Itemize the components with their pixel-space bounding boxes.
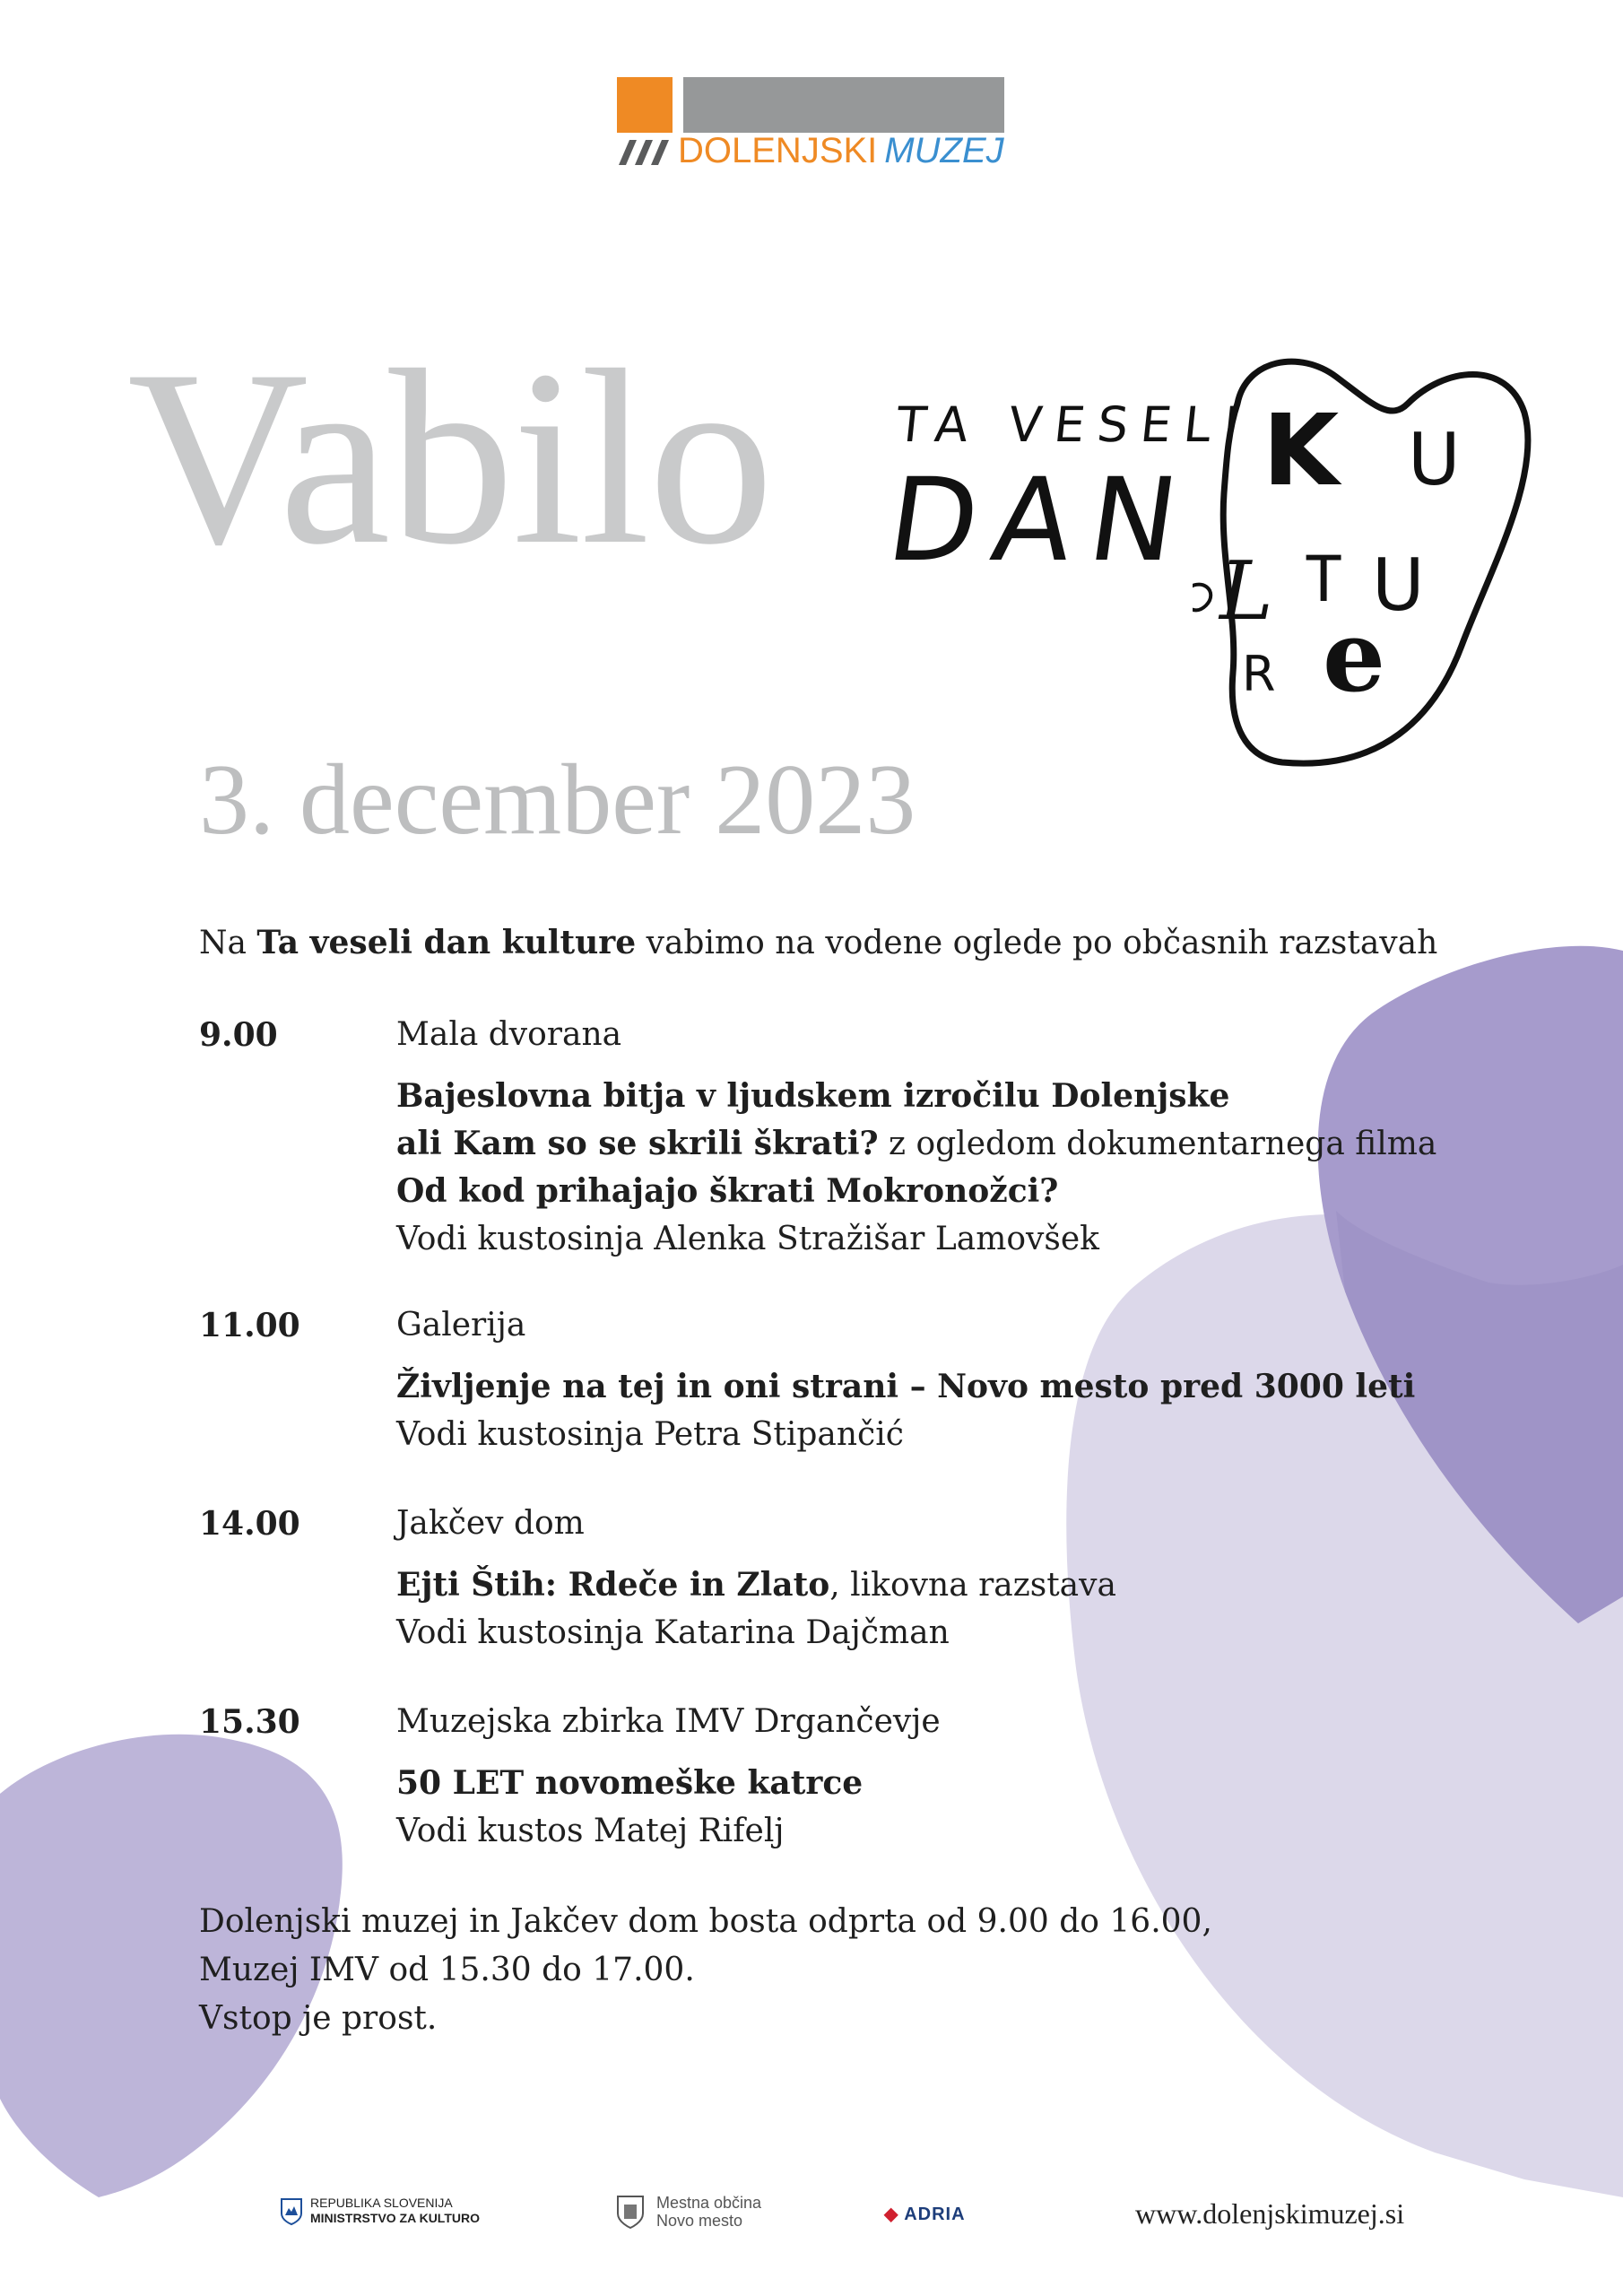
logo-gray-block [683,77,1004,133]
schedule-4-title: 50 LET novomeške katrce [396,1764,864,1802]
novo-mesto-crest-icon [615,2194,646,2230]
heart-letter-u2: U [1372,544,1425,627]
schedule-1-title-line2: ali Kam so se skrili škrati? [396,1125,879,1162]
heart-letter-t: T [1305,543,1343,616]
schedule-desc-4 [396,1760,863,1855]
logo-orange-block [617,77,673,133]
ministry-logo-text [310,2196,480,2226]
schedule-time-1: 9.00 [199,1016,278,1054]
ministry-line1: REPUBLIKA SLOVENIJA [310,2196,453,2210]
museum-logo-text [678,131,1004,171]
schedule-venue-3: Jakčev dom [396,1505,585,1542]
page-title: Vabilo [127,317,773,596]
adria-mark-icon: ◆ [884,2205,899,2224]
municipality-line2: Novo mesto [656,2212,743,2230]
intro-prefix: Na [199,925,257,961]
schedule-3-guide: Vodi kustosinja Katarina Dajčman [396,1614,950,1651]
heart-letter-l: L [1219,544,1273,639]
adria-logo-text: ADRIA [904,2205,966,2224]
schedule-2-guide: Vodi kustosinja Petra Stipančić [396,1416,904,1453]
schedule-1-title-line3: Od kod prihajajo škrati Mokronožci? [396,1172,1059,1210]
schedule-1-line2-rest: z ogledom dokumentarnega filma [878,1126,1437,1162]
event-logo-line1: TA VESELI [893,396,1254,453]
schedule-time-4: 15.30 [199,1703,300,1741]
heart-letter-k: K [1263,393,1340,508]
schedule-desc-2 [396,1363,1415,1458]
heart-small-left-lobe [0,1769,63,2099]
logo-word-dolenjski: DOLENJSKI [678,131,878,170]
intro-text [199,924,1437,961]
intro-event-name: Ta veseli dan kulture [256,924,637,961]
schedule-venue-2: Galerija [396,1307,526,1344]
logo-word-muzej: MUZEJ [884,131,1004,170]
schedule-3-title-rest: , likovna razstava [829,1567,1116,1604]
slovenia-coat-of-arms-icon [280,2197,303,2226]
municipality-logo-text [656,2194,761,2230]
heart-letter-r: R [1242,646,1276,702]
opening-hours [199,1898,1212,2043]
opening-line-3: Vstop je prost. [199,2000,438,2037]
schedule-venue-4: Muzejska zbirka IMV Drgančevje [396,1703,941,1740]
schedule-desc-1 [396,1073,1436,1263]
website-link[interactable]: www.dolenjskimuzej.si [1135,2197,1405,2230]
schedule-2-title: Življenje na tej in oni strani – Novo mesto pred 3000 leti [396,1368,1416,1405]
ministry-line2: MINISTRSTVO ZA KULTURO [310,2211,480,2225]
event-logo-line2: DAN [880,454,1204,587]
adria-logo [884,2203,966,2225]
opening-line-1: Dolenjski muzej in Jakčev dom bosta odprta od 9.00 do 16.00, [199,1903,1212,1940]
schedule-venue-1: Mala dvorana [396,1016,622,1053]
schedule-4-guide: Vodi kustos Matej Rifelj [396,1813,785,1849]
opening-line-2: Muzej IMV od 15.30 do 17.00. [199,1952,695,1988]
schedule-1-title-line1: Bajeslovna bitja v ljudskem izročilu Dolenjske [396,1077,1230,1115]
schedule-time-2: 11.00 [199,1307,300,1344]
schedule-desc-3 [396,1561,1116,1657]
schedule-time-3: 14.00 [199,1505,300,1543]
schedule-3-title: Ejti Štih: Rdeče in Zlato [396,1566,830,1604]
logo-mark-icon [617,138,673,167]
heart-letter-e: e [1323,598,1385,714]
intro-suffix: vabimo na vodene oglede po občasnih razstavah [636,925,1438,961]
municipality-line1: Mestna občina [656,2194,762,2212]
kulture-heart-icon [1193,350,1533,780]
schedule-1-guide: Vodi kustosinja Alenka Stražišar Lamovšek [396,1221,1099,1257]
heart-letter-u1: U [1408,418,1461,501]
event-date: 3. december 2023 [199,744,916,856]
